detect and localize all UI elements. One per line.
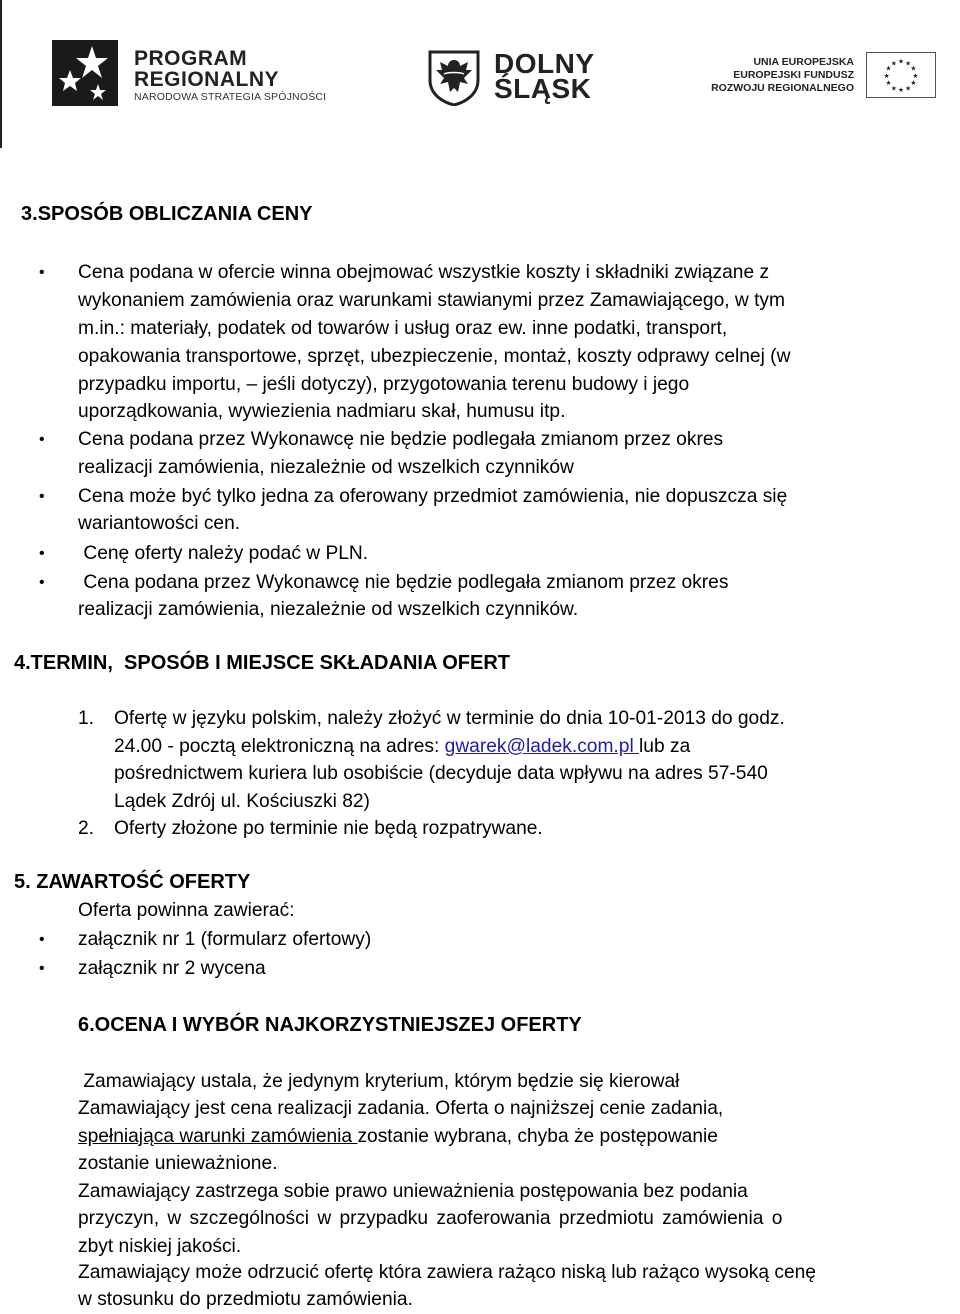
section-6-para-1-line-4: zostanie unieważnione. bbox=[78, 1153, 278, 1174]
section-6-para-1-line-3-rest: zostanie wybrana, chyba że postępowanie bbox=[357, 1126, 718, 1147]
section-4-item-1-line-2 bbox=[114, 733, 690, 761]
section-3-bullet-2-line-2: realizacji zamówienia, niezależnie od wszelkich czynników bbox=[78, 457, 574, 478]
region-line-2: ŚLĄSK bbox=[494, 73, 592, 104]
program-regionalny-logo bbox=[52, 40, 352, 110]
svg-text:★: ★ bbox=[898, 86, 904, 95]
svg-text:★: ★ bbox=[890, 84, 897, 93]
eu-fund-text bbox=[711, 56, 854, 95]
eu-line-3: ROZWOJU REGIONALNEGO bbox=[711, 82, 854, 94]
svg-text:★: ★ bbox=[912, 71, 919, 80]
bullet-icon: • bbox=[39, 431, 45, 448]
eagle-coat-of-arms-icon bbox=[426, 48, 482, 106]
section-6-para-1-line-1: Zamawiający ustala, że jedynym kryterium, którym będzie się kierował bbox=[78, 1071, 680, 1092]
section-5-bullet-1: załącznik nr 1 (formularz ofertowy) bbox=[78, 929, 372, 950]
svg-text:★: ★ bbox=[910, 64, 917, 73]
eu-line-1: UNIA EUROPEJSKA bbox=[753, 56, 854, 68]
program-line-1: PROGRAM bbox=[134, 47, 248, 70]
section-3-heading bbox=[21, 201, 313, 229]
section-5-intro: Oferta powinna zawierać: bbox=[78, 900, 295, 921]
header-logos bbox=[0, 0, 960, 150]
program-regionalny-text bbox=[134, 48, 326, 104]
section-4-heading: 4.TERMIN, SPOSÓB I MIEJSCE SKŁADANIA OFERT bbox=[14, 652, 510, 674]
bullet-icon: • bbox=[39, 574, 45, 591]
section-3-bullet-3-line-1: Cena może być tylko jedna za oferowany przedmiot zamówienia, nie dopuszcza się bbox=[78, 486, 788, 507]
email-link[interactable]: gwarek@ladek.com.pl bbox=[444, 736, 640, 757]
svg-text:★: ★ bbox=[885, 64, 892, 73]
section-3-bullet-1-line-6: uporządkowania, wywiezienia nadmiaru skał, humusu itp. bbox=[78, 401, 566, 422]
eu-line-2: EUROPEJSKI FUNDUSZ bbox=[733, 69, 854, 81]
section-6-para-3-line-1: Zamawiający może odrzucić ofertę która zawiera rażąco niską lub rażąco wysoką cenę bbox=[78, 1262, 816, 1283]
section-4-item-2-number: 2. bbox=[78, 818, 95, 839]
program-regionalny-star-icon bbox=[52, 40, 118, 106]
svg-text:★: ★ bbox=[885, 79, 892, 88]
section-6-para-1-line-2: Zamawiający jest cena realizacji zadania. Oferta o najniższej cenie zadania, bbox=[78, 1098, 724, 1119]
section-3-bullet-4-line-1: Cenę oferty należy podać w PLN. bbox=[78, 543, 369, 564]
bullet-icon: • bbox=[39, 545, 45, 562]
bullet-icon: • bbox=[39, 931, 45, 948]
svg-text:★: ★ bbox=[910, 79, 917, 88]
section-4-item-2-line-1: Oferty złożone po terminie nie będą rozpatrywane. bbox=[114, 818, 543, 839]
bullet-icon: • bbox=[39, 488, 45, 505]
section-3-bullet-2-line-1: Cena podana przez Wykonawcę nie będzie podlegała zmianom przez okres bbox=[78, 429, 724, 450]
program-line-3: NARODOWA STRATEGIA SPÓJNOŚCI bbox=[134, 91, 327, 103]
section-6-para-2-line-2: przyczyn, w szczególności w przypadku zaoferowania przedmiotu zamówienia o bbox=[78, 1208, 783, 1229]
section-3-title: SPOSÓB OBLICZANIA CENY bbox=[37, 203, 313, 225]
section-4-item-1-line-3: pośrednictwem kuriera lub osobiście (decyduje data wpływu na adres 57-540 bbox=[114, 763, 768, 784]
section-6-para-2-line-3: zbyt niskiej jakości. bbox=[78, 1236, 242, 1257]
section-3-bullet-1-line-1: Cena podana w ofercie winna obejmować wszystkie koszty i składniki związane z bbox=[78, 262, 770, 283]
section-5-heading: 5. ZAWARTOŚĆ OFERTY bbox=[14, 871, 251, 893]
section-4-item-1-number: 1. bbox=[78, 708, 95, 729]
svg-text:★: ★ bbox=[898, 57, 904, 66]
region-line-1: DOLNY bbox=[494, 48, 595, 79]
section-3-bullet-1-line-2: wykonaniem zamówienia oraz warunkami stawianymi przez Zamawiającego, w tym bbox=[78, 290, 785, 311]
bullet-icon: • bbox=[39, 960, 45, 977]
svg-text:★: ★ bbox=[905, 59, 912, 68]
underlined-phrase: spełniająca warunki zamówienia bbox=[78, 1126, 358, 1147]
svg-text:★: ★ bbox=[890, 59, 897, 68]
section-4-item-1-line-4: Lądek Zdrój ul. Kościuszki 82) bbox=[114, 791, 370, 812]
bullet-icon: • bbox=[39, 264, 45, 281]
section-4-item-1-line-2-text: 24.00 - pocztą elektroniczną na adres: bbox=[114, 736, 445, 757]
section-6-para-1-line-3 bbox=[78, 1123, 718, 1151]
dolny-slask-logo bbox=[426, 48, 626, 108]
section-6-heading: 6.OCENA I WYBÓR NAJKORZYSTNIEJSZEJ OFERTY bbox=[78, 1014, 582, 1036]
section-3-bullet-1-line-4: opakowania transportowe, sprzęt, ubezpieczenie, montaż, koszty odprawy celnej (w bbox=[78, 346, 791, 367]
section-4-item-1-line-2-end: lub za bbox=[639, 736, 691, 757]
dolny-slask-text bbox=[494, 48, 595, 104]
section-3-bullet-3-line-2: wariantowości cen. bbox=[78, 513, 241, 534]
svg-text:★: ★ bbox=[883, 71, 890, 80]
section-3-bullet-5-line-1: Cena podana przez Wykonawcę nie będzie podlegała zmianom przez okres bbox=[78, 572, 729, 593]
section-6-para-2-line-1: Zamawiający zastrzega sobie prawo unieważnienia postępowania bez podania bbox=[78, 1181, 748, 1202]
eu-fund-logo bbox=[690, 52, 950, 102]
svg-text:★: ★ bbox=[905, 84, 912, 93]
eu-flag-icon bbox=[866, 52, 936, 98]
program-line-2: REGIONALNY bbox=[134, 68, 280, 91]
section-3-bullet-1-line-5: przypadku importu, – jeśli dotyczy), przygotowania terenu budowy i jego bbox=[78, 374, 690, 395]
section-3-bullet-5-line-2: realizacji zamówienia, niezależnie od wszelkich czynników. bbox=[78, 599, 579, 620]
section-3-number: 3. bbox=[21, 203, 38, 225]
section-5-bullet-2: załącznik nr 2 wycena bbox=[78, 958, 266, 979]
section-6-para-3-line-2: w stosunku do przedmiotu zamówienia. bbox=[78, 1289, 413, 1310]
section-3-bullet-1-line-3: m.in.: materiały, podatek od towarów i usług oraz ew. inne podatki, transport, bbox=[78, 318, 728, 339]
page-edge-line bbox=[0, 0, 2, 148]
section-4-item-1-line-1: Ofertę w języku polskim, należy złożyć w terminie do dnia 10-01-2013 do godz. bbox=[114, 708, 785, 729]
